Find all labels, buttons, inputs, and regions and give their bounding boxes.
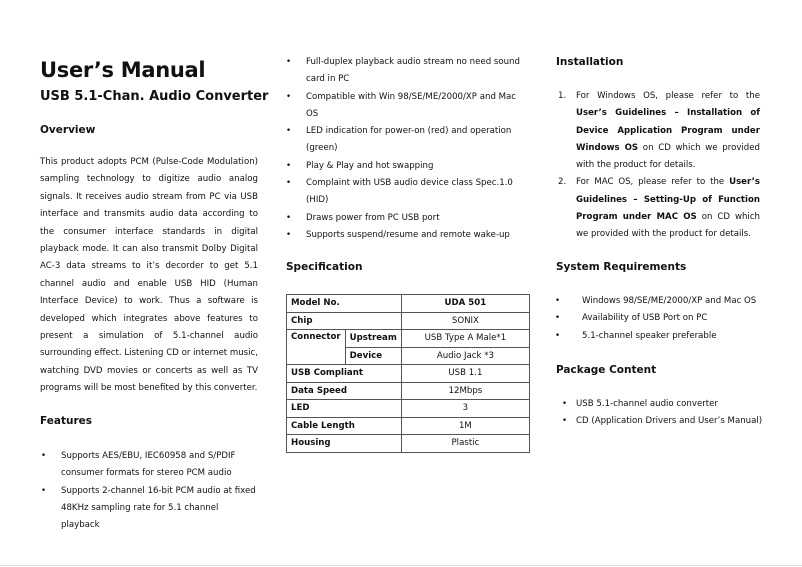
spec-value: USB Type A Male*1 <box>401 330 529 348</box>
feature-text: Supports 2-channel 16-bit PCM audio at fixed 48KHz sampling rate for 5.1 channel playback <box>61 485 256 531</box>
table-row <box>287 330 530 348</box>
requirement-text: Windows 98/SE/ME/2000/XP and Mac OS <box>582 296 757 306</box>
spec-value: Audio Jack *3 <box>401 347 529 365</box>
feature-text: Supports suspend/resume and remote wake-up <box>306 229 510 240</box>
feature-text: Draws power from PC USB port <box>306 212 440 223</box>
table-row <box>287 312 530 330</box>
spec-key: Model No. <box>287 295 402 313</box>
installation-heading: Installation <box>556 56 624 68</box>
bullet-icon: • <box>286 178 292 189</box>
feature-item <box>41 483 259 535</box>
bullet-icon: • <box>41 451 47 461</box>
bullet-icon: • <box>286 160 292 171</box>
bullet-icon: • <box>286 212 292 223</box>
spec-key: Data Speed <box>287 382 402 400</box>
item-bold-text: User’s Guidelines – Installation of Device Application Program under Windows OS <box>576 108 760 153</box>
table-row <box>287 295 530 313</box>
package-item <box>562 413 776 430</box>
system-requirements-heading: System Requirements <box>556 261 687 273</box>
spec-key: USB Compliant <box>287 365 402 383</box>
requirement-item <box>555 310 772 327</box>
page-subtitle: USB 5.1-Chan. Audio Converter <box>40 89 269 104</box>
feature-item <box>286 54 528 89</box>
table-row <box>287 365 530 383</box>
bullet-icon: • <box>286 91 292 102</box>
bullet-icon: • <box>286 126 292 137</box>
feature-item <box>286 210 528 227</box>
feature-text: Play & Play and hot swapping <box>306 160 434 171</box>
table-row <box>287 417 530 435</box>
item-number: 2. <box>558 177 567 188</box>
spec-value: 1M <box>401 417 529 435</box>
item-text: For Windows OS, please refer to the <box>576 91 760 101</box>
page-edge-divider <box>0 565 802 566</box>
features-list-1 <box>41 448 259 534</box>
item-bold-text: User’s Guidelines – Setting-Up of Function Program under MAC OS <box>576 177 760 223</box>
package-item <box>562 396 776 413</box>
package-content-list <box>562 396 776 431</box>
feature-text: Supports AES/EBU, IEC60958 and S/PDIF consumer formats for stereo PCM audio <box>61 451 236 479</box>
bullet-icon: • <box>41 485 47 496</box>
spec-value: USB 1.1 <box>401 365 529 383</box>
features-list-2 <box>286 54 528 244</box>
overview-heading: Overview <box>40 124 96 136</box>
installation-list <box>558 88 760 244</box>
spec-value: Plastic <box>401 435 529 453</box>
installation-item <box>558 174 760 243</box>
bullet-icon: • <box>555 296 561 306</box>
spec-subkey: Device <box>345 347 401 365</box>
bullet-icon: • <box>555 330 561 341</box>
feature-text: LED indication for power-on (red) and operation (green) <box>306 126 512 154</box>
package-text: CD (Application Drivers and User’s Manual) <box>576 416 763 427</box>
feature-text: Full-duplex playback audio stream no need sound card in PC <box>306 57 520 85</box>
bullet-icon: • <box>555 313 561 324</box>
spec-subkey: Upstream <box>345 330 401 348</box>
item-text: on CD which we provided with the product for details. <box>576 212 760 240</box>
feature-item <box>286 123 528 158</box>
package-content-heading: Package Content <box>556 364 657 376</box>
bullet-icon: • <box>562 399 568 409</box>
feature-item <box>286 89 528 124</box>
bullet-icon: • <box>562 416 568 427</box>
spec-key: Cable Length <box>287 417 402 435</box>
requirement-item <box>555 328 772 345</box>
installation-item <box>558 88 760 174</box>
bullet-icon: • <box>286 229 292 240</box>
item-text: on CD which we provided with the product for details. <box>576 142 760 171</box>
table-row <box>287 400 530 418</box>
feature-text: Compatible with Win 98/SE/ME/2000/XP and Mac OS <box>306 91 517 119</box>
requirement-text: Availability of USB Port on PC <box>582 313 708 324</box>
table-row <box>287 435 530 453</box>
table-row <box>287 382 530 400</box>
package-text: USB 5.1-channel audio converter <box>576 399 718 409</box>
specification-heading: Specification <box>286 261 363 273</box>
system-requirements-list <box>555 293 772 345</box>
spec-key: LED <box>287 400 402 418</box>
spec-value: SONIX <box>401 312 529 330</box>
features-heading: Features <box>40 415 92 427</box>
overview-text: This product adopts PCM (Pulse-Code Modulation) sampling technology to digitize audio analog signals. It receives audio stream from PC via USB interface and transmits audio data according to the consumer interface standards in digital playback mode. It can also transmit Dolby Digital AC-3 data streams to it’s decorder to get 5.1 channel audio and enable USB HID (Human Interface Device) to work. Thus a software is developed which integrates above features to present a simulation of 5.1-channel audio surrounding effect. Listening CD or internet music, watching DVD movies or concerts as well as TV programs will be most benefited by this converter. <box>40 157 258 394</box>
spec-value: 3 <box>401 400 529 418</box>
spec-key: Connector <box>287 330 346 365</box>
spec-key: Housing <box>287 435 402 453</box>
feature-item <box>41 448 259 483</box>
item-text: For MAC OS, please refer to the <box>576 177 730 188</box>
spec-value: UDA 501 <box>401 295 529 313</box>
spec-value: 12Mbps <box>401 382 529 400</box>
spec-key: Chip <box>287 312 402 330</box>
requirement-text: 5.1-channel speaker preferable <box>582 330 717 341</box>
specification-table <box>286 294 530 453</box>
feature-item <box>286 158 528 175</box>
feature-item <box>286 227 528 244</box>
page-title: User’s Manual <box>40 58 206 82</box>
bullet-icon: • <box>286 57 292 67</box>
item-number: 1. <box>558 91 567 101</box>
feature-text: Complaint with USB audio device class Spec.1.0 (HID) <box>306 178 513 206</box>
feature-item <box>286 175 528 210</box>
requirement-item <box>555 293 772 310</box>
